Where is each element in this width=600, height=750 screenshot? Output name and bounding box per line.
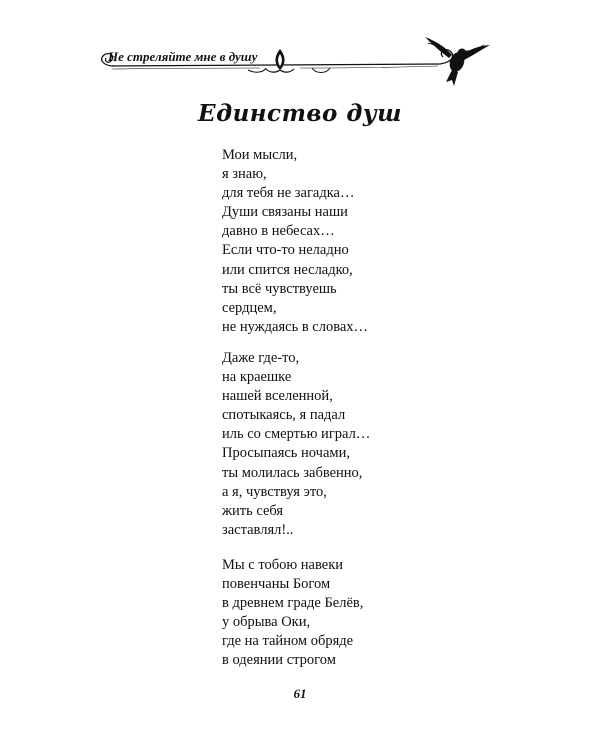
stanza bbox=[222, 556, 363, 671]
flourish-rule-icon bbox=[0, 0, 600, 100]
poem-line: Мои мысли, bbox=[222, 147, 298, 163]
poem-line: повенчаны Богом bbox=[222, 576, 331, 593]
poem-title: Единство душ bbox=[198, 100, 402, 127]
poem-line: иль со смертью играл… bbox=[222, 426, 371, 443]
poem-line: сердцем, bbox=[222, 299, 277, 316]
poem-line: на краешке bbox=[222, 369, 292, 386]
poem-line: для тебя не загадка… bbox=[222, 185, 355, 202]
poem-line: спотыкаясь, я падал bbox=[222, 407, 346, 424]
poem-line: у обрыва Оки, bbox=[222, 614, 311, 631]
poem-line: в одеянии строгом bbox=[222, 652, 336, 669]
poem-line: Души связаны наши bbox=[222, 204, 348, 221]
poem-line: а я, чувствуя это, bbox=[222, 483, 327, 500]
poem-line: нашей вселенной, bbox=[222, 388, 333, 405]
poem-line: Просыпаясь ночами, bbox=[222, 445, 350, 462]
poem-line: Мы с тобою навеки bbox=[222, 557, 343, 573]
poem-line: или спится несладко, bbox=[222, 261, 353, 278]
flame-ornament-icon bbox=[266, 49, 294, 72]
poem-line: жить себя bbox=[222, 502, 284, 519]
poem-line: в древнем граде Белёв, bbox=[222, 595, 364, 612]
stanza bbox=[222, 349, 370, 540]
running-title: Не стреляйте мне в душу bbox=[108, 49, 258, 64]
stanza bbox=[222, 146, 368, 337]
poem-line: ты всё чувствуешь bbox=[222, 280, 337, 297]
bird-icon bbox=[425, 37, 490, 86]
poem-line: я знаю, bbox=[222, 166, 267, 183]
poem-line: Если что-то неладно bbox=[222, 242, 349, 259]
poem-line: заставлял!.. bbox=[222, 521, 294, 538]
poem-line: Даже где-то, bbox=[222, 350, 300, 366]
poem-line: где на тайном обряде bbox=[222, 633, 354, 650]
page-number: 61 bbox=[293, 686, 307, 701]
poem-line: ты молилась забвенно, bbox=[222, 464, 363, 481]
running-header bbox=[0, 0, 600, 100]
poem-line: давно в небесах… bbox=[222, 223, 335, 240]
poem-line: не нуждаясь в словах… bbox=[222, 318, 369, 335]
